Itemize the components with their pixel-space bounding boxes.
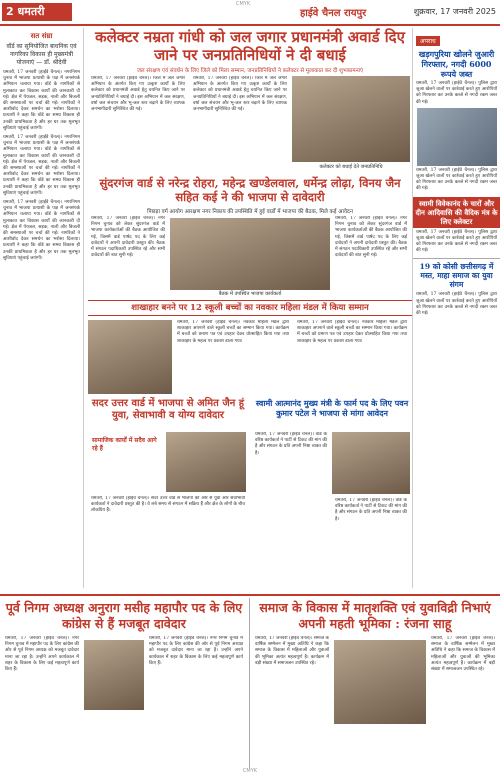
- second-photo: [170, 218, 330, 290]
- fourth-photo: [332, 432, 410, 494]
- second-subheadline: पिछड़ा वर्ग आयोग आरक्षण नगर निकाय की उपस्थिति में हुई वार्डों में भाजपा की बैठक, मिले कई आवेदन: [147, 209, 353, 215]
- second-photo-caption: बैठक में उपस्थित भाजपा कार्यकर्ता: [218, 291, 282, 297]
- right-column-photo: [417, 108, 497, 166]
- banner-body-2: धमतरी, 17 जनवरी (हाईवे चैनल)। नवकार महिला मंडल द्वारा शाकाहार अपनाने वाले स्कूली बच्चों का सम्मान किया गया। कार्यक्रम में बच्चों को प्रमाण पत्र एवं उपहार देकर प्रोत्साहित किया गया तथा शाकाहार के महत्व पर प्रकाश डाला गया।: [297, 320, 407, 344]
- right-column-body-2: धमतरी, 17 जनवरी (हाईवे चैनल)। पुलिस द्वारा जुआ खेलने वालों पर कार्रवाई करते हुए आरोपियों को गिरफ्तार कर उनके कब्जे से नगदी रकम जब्त की गई।: [416, 229, 497, 254]
- banner-headline: शाखाहार बनने पर 12 स्कूली बच्चों का नवकार महिला मंडल में किया सम्मान: [88, 300, 412, 316]
- lead-headline: कलेक्टर नम्रता गांधी को जल जगार प्रधानमंत्री अवार्ड दिए जाने पर जनप्रतिनिधियों ने दी बधाई: [95, 28, 405, 64]
- fourth-body-2: धमतरी, 17 जनवरी (हाईवे चैनल)। वार्ड के वरिष्ठ कार्यकर्ता ने पार्टी से टिकट की मांग की है और संगठन के प्रति अपनी निष्ठा व्यक्त की है।: [335, 498, 407, 522]
- second-headline: सुंदरगंज वार्ड से नरेन्द्र रोहरा, महेन्द्र खण्डेलवाल, धर्मेन्द्र लोढ़ा, विनय जैन सहित कई ने की भाजपा से दावेदारी: [99, 176, 401, 204]
- bottom-column-divider: [249, 598, 250, 768]
- banner-photo: [88, 320, 172, 394]
- third-box-point: सामाजिक कार्यों में सदैव आगे रहे हैं: [92, 437, 157, 452]
- third-headline: सदर उत्तर वार्ड में भाजपा से अमित जैन हूं युवा, सेवाभावी व योग्य दावेदार: [91, 398, 245, 421]
- bottom-left-photo: [84, 640, 144, 710]
- right-column-headline-2: स्वामी विवेकानंद के चारों और दीन आदिवासि की वैदिक मंत्र के लिए क्लेक्टर: [413, 197, 500, 228]
- issue-date: शुक्रवार, 17 जनवरी 2025: [413, 7, 496, 16]
- lead-body-center: धमतरी, 17 जनवरी (हाईवे चैनल)। जिले में जल जगार अभियान के अंतर्गत किए गए उत्कृष्ट कार्यों के लिए कलेक्टर को प्रधानमंत्री अवार्ड हेतु चयनित किए जाने पर जनप्रतिनिधियों ने बधाई दी। इस अभियान में जल संरक्षण, वर्षा जल संचयन और भू-जल स्तर बढ़ाने के लिए व्यापक जनभागीदारी सुनिश्चित की गई।: [193, 76, 287, 113]
- page-number-label: 2 धमतरी: [2, 3, 72, 21]
- left-column-subheading: वॉर्ड का सुनियोजित बाधनिक एवं नागरिका विकास ही मुख्यमंत्री योजनाएं — डॉ. श्रीदेवी: [6, 43, 77, 66]
- bottom-right-body-2: धमतरी, 17 जनवरी (हाईवे चैनल)। समाज के वार्षिक सम्मेलन में मुख्य अतिथि ने कहा कि समाज के विकास में महिलाओं और युवाओं की भूमिका अत्यंत महत्वपूर्ण है। कार्यक्रम में बड़ी संख्या में समाजजन उपस्थित रहे।: [431, 636, 495, 673]
- right-column: [412, 28, 500, 588]
- banner-body-1: धमतरी, 17 जनवरी (हाईवे चैनल)। नवकार महिला मंडल द्वारा शाकाहार अपनाने वाले स्कूली बच्चों का सम्मान किया गया। कार्यक्रम में बच्चों को प्रमाण पत्र एवं उपहार देकर प्रोत्साहित किया गया तथा शाकाहार के महत्व पर प्रकाश डाला गया।: [177, 320, 289, 344]
- second-body-left: धमतरी, 17 जनवरी (हाईवे चैनल)। नगर निगम चुनाव को लेकर सुंदरगंज वार्ड में भाजपा कार्यकर्ताओं की बैठक आयोजित की गई, जिसमें वार्ड पार्षद पद के लिए कई दावेदारों ने अपनी दावेदारी प्रस्तुत की। बैठक में संगठन पदाधिकारी उपस्थित रहे और सभी दावेदारों की बात सुनी गई।: [91, 216, 165, 259]
- fourth-headline: स्वामी आत्मानंद मुख्य मंत्री के फार्म पद के लिए पवन कुमार पटेल ने भाजपा से मांगा आवेदन: [255, 398, 409, 418]
- section-divider: [0, 594, 500, 596]
- right-column-body-3: धमतरी, 17 जनवरी (हाईवे चैनल)। पुलिस द्वारा जुआ खेलने वालों पर कार्रवाई करते हुए आरोपियों को गिरफ्तार कर उनके कब्जे से नगदी रकम जब्त की गई।: [416, 292, 497, 317]
- left-column: [0, 28, 84, 588]
- left-column-body-repeat-2: धमतरी, 17 जनवरी (हाईवे चैनल)। नगरनिगम चुनाव में भाजपा प्रत्याशी के पक्ष में जनसंपर्क अभियान चलाया गया। वॉर्ड के नागरिकों से मुलाकात कर विकास कार्यों की जानकारी दी गई। क्षेत्र में पेयजल, सड़क, नाली और बिजली की समस्याओं पर चर्चा की गई। नागरिकों ने आशीर्वाद देकर समर्थन का भरोसा दिलाया। प्रत्याशी ने कहा कि वॉर्ड का समग्र विकास ही उनकी प्राथमिकता है और हर घर तक मूलभूत सुविधाएं पहुंचाई जाएंगी।: [3, 200, 80, 261]
- lead-body-left: धमतरी, 17 जनवरी (हाईवे चैनल)। जिले में जल जगार अभियान के अंतर्गत किए गए उत्कृष्ट कार्यों के लिए कलेक्टर को प्रधानमंत्री अवार्ड हेतु चयनित किए जाने पर जनप्रतिनिधियों ने बधाई दी। इस अभियान में जल संरक्षण, वर्षा जल संचयन और भू-जल स्तर बढ़ाने के लिए व्यापक जनभागीदारी सुनिश्चित की गई।: [91, 76, 185, 113]
- second-body-right: धमतरी, 17 जनवरी (हाईवे चैनल)। नगर निगम चुनाव को लेकर सुंदरगंज वार्ड में भाजपा कार्यकर्ताओं की बैठक आयोजित की गई, जिसमें वार्ड पार्षद पद के लिए कई दावेदारों ने अपनी दावेदारी प्रस्तुत की। बैठक में संगठन पदाधिकारी उपस्थित रहे और सभी दावेदारों की बात सुनी गई।: [335, 216, 407, 259]
- bottom-left-body-1: धमतरी, 17 जनवरी (हाईवे चैनल)। नगर निगम चुनाव में महापौर पद के लिए कांग्रेस की ओर से पूर्व निगम अध्यक्ष को मजबूत दावेदार माना जा रहा है। उन्होंने अपने कार्यकाल में शहर के विकास के लिए कई महत्वपूर्ण कार्य किए हैं।: [5, 636, 79, 673]
- lead-photo-caption: कलेक्टर को बधाई देते जनप्रतिनिधि: [319, 164, 383, 170]
- bottom-right-photo: [334, 640, 426, 724]
- third-body: धमतरी, 17 जनवरी (हाईवे चैनल)। सदर उत्तर वार्ड से भाजपा की ओर से युवा और सेवाभावी कार्यकर्ता ने दावेदारी प्रस्तुत की है। वे लंबे समय से संगठन में सक्रिय हैं और क्षेत्र के लोगों के बीच लोकप्रिय हैं।: [91, 496, 245, 514]
- lead-subheadline: जल संरक्षण एवं संवर्धन के लिए जिले को मिला सम्मान, जनप्रतिनिधियों ने कलेक्टर से मुलाकात कर दी शुभकामनाएं: [136, 68, 364, 74]
- right-column-body-repeat: धमतरी, 17 जनवरी (हाईवे चैनल)। पुलिस द्वारा जुआ खेलने वालों पर कार्रवाई करते हुए आरोपियों को गिरफ्तार कर उनके कब्जे से नगदी रकम जब्त की गई।: [416, 167, 497, 192]
- right-column-body: धमतरी, 17 जनवरी (हाईवे चैनल)। पुलिस द्वारा जुआ खेलने वालों पर कार्रवाई करते हुए आरोपियों को गिरफ्तार कर उनके कब्जे से नगदी रकम जब्त की गई।: [416, 81, 497, 105]
- cmyk-mark: CMYK: [236, 1, 251, 7]
- left-column-body-repeat: धमतरी, 17 जनवरी (हाईवे चैनल)। नगरनिगम चुनाव में भाजपा प्रत्याशी के पक्ष में जनसंपर्क अभियान चलाया गया। वॉर्ड के नागरिकों से मुलाकात कर विकास कार्यों की जानकारी दी गई। क्षेत्र में पेयजल, सड़क, नाली और बिजली की समस्याओं पर चर्चा की गई। नागरिकों ने आशीर्वाद देकर समर्थन का भरोसा दिलाया। प्रत्याशी ने कहा कि वॉर्ड का समग्र विकास ही उनकी प्राथमिकता है और हर घर तक मूलभूत सुविधाएं पहुंचाई जाएंगी।: [3, 135, 80, 196]
- right-column-tag: अपराध: [416, 36, 440, 46]
- fourth-body-1: धमतरी, 17 जनवरी (हाईवे चैनल)। वार्ड के वरिष्ठ कार्यकर्ता ने पार्टी से टिकट की मांग की है और संगठन के प्रति अपनी निष्ठा व्यक्त की है।: [255, 432, 327, 456]
- left-column-heading: सत संघ्रा: [30, 32, 53, 40]
- page-header: [0, 0, 500, 26]
- bottom-right-body-1: धमतरी, 17 जनवरी (हाईवे चैनल)। समाज के वार्षिक सम्मेलन में मुख्य अतिथि ने कहा कि समाज के विकास में महिलाओं और युवाओं की भूमिका अत्यंत महत्वपूर्ण है। कार्यक्रम में बड़ी संख्या में समाजजन उपस्थित रहे।: [255, 636, 329, 666]
- bottom-right-headline: समाज के विकास में मातृशक्ति एवं युवाविद्री निभाएं अपनी महती भूमिका : रंजना साहू: [259, 600, 491, 631]
- right-column-headline: खड़गपुरिया खोलने जुआरी गिरफ्तार, नगदी 6000 रूपये जब्त: [418, 49, 495, 79]
- bottom-left-body-2: धमतरी, 17 जनवरी (हाईवे चैनल)। नगर निगम चुनाव में महापौर पद के लिए कांग्रेस की ओर से पूर्व निगम अध्यक्ष को मजबूत दावेदार माना जा रहा है। उन्होंने अपने कार्यकाल में शहर के विकास के लिए कई महत्वपूर्ण कार्य किए हैं।: [149, 636, 243, 666]
- third-photo: [166, 432, 246, 492]
- footer-mark: CMYK: [242, 768, 258, 774]
- lead-photo: [292, 76, 410, 162]
- newspaper-brand: हाईवे चैनल रायपुर: [300, 8, 367, 19]
- left-column-body: धमतरी, 17 जनवरी (हाईवे चैनल)। नगरनिगम चुनाव में भाजपा प्रत्याशी के पक्ष में जनसंपर्क अभियान चलाया गया। वॉर्ड के नागरिकों से मुलाकात कर विकास कार्यों की जानकारी दी गई। क्षेत्र में पेयजल, सड़क, नाली और बिजली की समस्याओं पर चर्चा की गई। नागरिकों ने आशीर्वाद देकर समर्थन का भरोसा दिलाया। प्रत्याशी ने कहा कि वॉर्ड का समग्र विकास ही उनकी प्राथमिकता है और हर घर तक मूलभूत सुविधाएं पहुंचाई जाएंगी।: [3, 70, 80, 131]
- right-column-headline-3: 19 को कोसी छत्तीसगढ़ में मस्त, माहा समाज का युवा संगम: [413, 258, 500, 292]
- bottom-left-headline: पूर्व निगम अध्यक्ष अनुराग मसीह महापौर पद के लिए कांग्रेस से हैं मजबूत दावेदार: [5, 600, 243, 631]
